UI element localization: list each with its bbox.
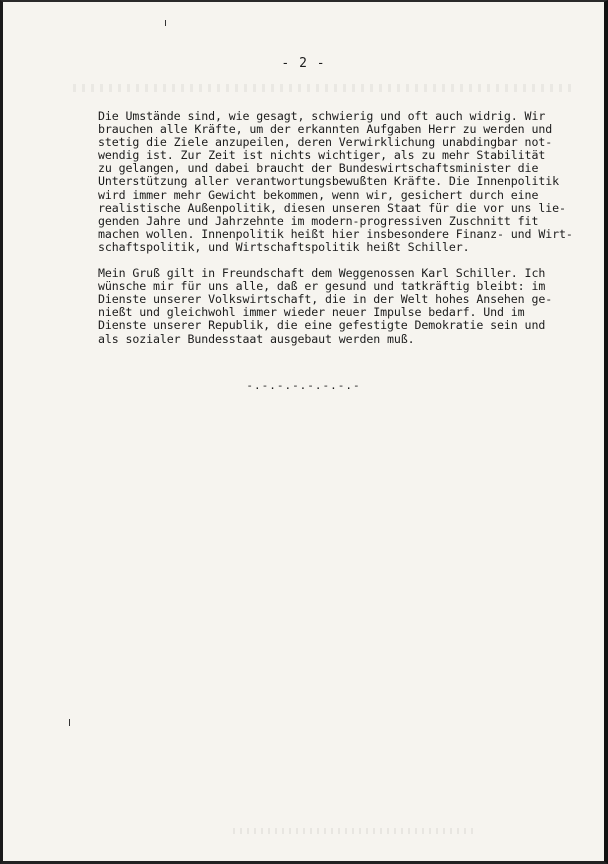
scan-artifact-top (73, 84, 573, 92)
text-line: brauchen alle Kräfte, um der erkannten Aufgaben Herr zu werden und (98, 122, 553, 137)
text-line: genden Jahre und Jahrzehnte im modern-progressiven Zuschnitt fit (98, 213, 539, 228)
text-line: Unterstützung aller verantwortungsbewußten Kräfte. Die Innenpolitik (98, 174, 559, 189)
text-line: wendig ist. Zur Zeit ist nichts wichtiger, als zu mehr Stabilität (98, 148, 546, 163)
text-line: zu gelangen, und dabei braucht der Bundeswirtschaftsminister die (98, 161, 539, 176)
text-line: schaftspolitik, und Wirtschaftspolitik heißt Schiller. (98, 239, 470, 254)
scan-artifact-bottom (233, 828, 473, 834)
text-line: wünsche mir für uns alle, daß er gesund und tatkräftig bleibt: im (98, 279, 546, 294)
text-line: Dienste unserer Volkswirtschaft, die in der Welt hohes Ansehen ge- (98, 292, 553, 307)
paragraph-2 (98, 267, 588, 346)
text-line: machen wollen. Innenpolitik heißt hier insbesondere Finanz- und Wirt- (98, 226, 573, 241)
text-line: stetig die Ziele anzupeilen, deren Verwirklichung unabdingbar not- (98, 135, 553, 150)
page-number: - 2 - (281, 56, 326, 71)
text-line: als sozialer Bundesstaat ausgebaut werden muß. (98, 331, 415, 346)
text-line: Die Umstände sind, wie gesagt, schwierig und oft auch widrig. Wir (98, 109, 546, 123)
scan-mark-top (165, 20, 166, 26)
closing-separator: -.-.-.-.-.-.-.- (246, 379, 361, 392)
scan-mark-margin (69, 719, 70, 726)
text-line: Dienste unserer Republik, die eine gefestigte Demokratie sein und (98, 318, 546, 333)
paragraph-1 (98, 110, 588, 254)
text-line: nießt und gleichwohl immer wieder neuer Impulse bedarf. Und im (98, 305, 525, 320)
body-text (98, 110, 588, 359)
text-line: realistische Außenpolitik, diesen unseren Staat für die vor uns lie- (98, 200, 566, 215)
text-line: wird immer mehr Gewicht bekommen, wenn wir, gesichert durch eine (98, 187, 539, 202)
text-line: Mein Gruß gilt in Freundschaft dem Weggenossen Karl Schiller. Ich (98, 266, 546, 281)
